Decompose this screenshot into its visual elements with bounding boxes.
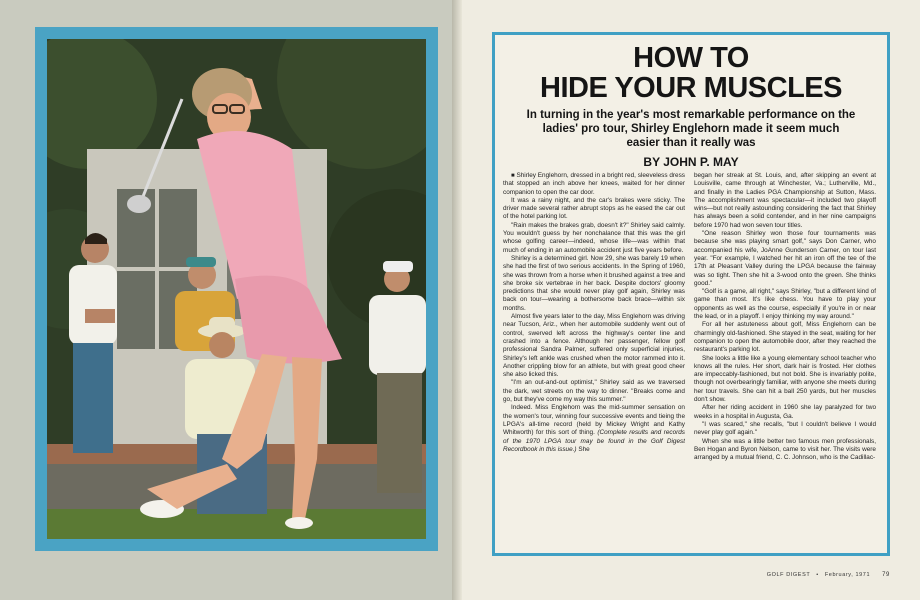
page-folio <box>767 572 890 578</box>
paragraph: "One reason Shirley won those four tournaments was because she was playing smart golf," says Don Carner, who accompanied his wife, JoAnne Gunderson Carner, on tour last year. "For example, I watched her hit an iron off the tee of the 17th at Pleasant Valley during the LPGA because the fairway was so tight. Then she hit a 3-wood onto the green. She thinks good." <box>694 230 876 287</box>
page-number: 79 <box>882 572 890 578</box>
paragraph: She looks a little like a young elementary school teacher who knows all the rules. Her short, dark hair is frosted. Her clothes are impeccably-fashioned, but not bold. She is invariably polite, though not overbearingly familiar, with anyone she meets during her tour travels. She can hit a ball 250 yards, but her muscles don't show. <box>694 354 876 404</box>
paragraph: Shirley is a determined girl. Now 29, she was barely 19 when she had the first of two serious accidents. In the Spring of 1960, she was thrown from a horse when it brushed against a tree and she broke six vertebrae in her back. Despite doctors' gloomy predictions that she would never play golf again, Shirley was back on tour—wearing a bothersome back brace—within six months. <box>503 254 685 312</box>
paragraph: "I was scared," she recalls, "but I couldn't believe I would never play golf again." <box>694 420 876 437</box>
italic-note: (Complete results and records of the 1970 LPGA tour may be found in the Golf Digest Recordbook in this issue.) <box>503 429 685 453</box>
article-frame <box>492 32 890 556</box>
paragraph: Indeed. Miss Englehorn was the mid-summer sensation on the women's tour, winning four successive events and tieing the LPGA's all-time record (held by Mickey Wright and Kathy Whitworth) for this sort of thing. (Complete results and records of the 1970 LPGA tour may be found in the Golf Digest Recordbook in this issue.) She <box>503 404 685 453</box>
golfer-illustration <box>47 39 426 539</box>
right-page <box>462 0 920 600</box>
column-2 <box>694 172 876 548</box>
paragraph: Almost five years later to the day, Miss Englehorn was driving near Tucson, Ariz., when her automobile suddenly went out of control, swerved left across the highway's center line and crashed into a fence. Although her passenger, fellow golf professional Sandra Palmer, suffered only superficial injuries, Shirley's left ankle was crushed when the motor rammed into it. Another crippling blow for an athlete, but with great good cheer she also licked this. <box>503 313 685 379</box>
photo-frame <box>35 27 438 551</box>
spectator-left <box>69 233 117 453</box>
paragraph: When she was a little better two famous men professionals, Ben Hogan and Byron Nelson, came to visit her. The visits were arranged by a mutual friend, C. C. Johnson, who is the Cadillac- <box>694 437 876 462</box>
paragraph: "I'm an out-and-out optimist," Shirley said as we traversed the dark, wet streets on the way to dinner. "Breaks come and go, but they've come my way this summer." <box>503 379 685 404</box>
golfer-photo <box>47 39 426 539</box>
paragraph: "Golf is a game, all right," says Shirley, "but a different kind of game than most. It's like chess. You have to play your opponents as well as the course, especially if you're in or near the lead, or in a playoff. I enjoy thinking my way around." <box>694 288 876 321</box>
magazine-name: GOLF DIGEST <box>766 572 811 578</box>
article-body <box>503 172 877 548</box>
byline: BY JOHN P. MAY <box>643 155 739 169</box>
column-1 <box>503 172 685 548</box>
paragraph: After her riding accident in 1960 she lay paralyzed for two weeks in a hospital in Augusta, Ga. <box>694 404 876 420</box>
issue-date: February, 1971 <box>824 572 871 578</box>
paragraph: began her streak at St. Louis, and, after skipping an event at Louisville, came through at Winchester, Va.; Lutherville, Md., and finally in the Ladies PGA Championship at Sutton, Mass. The accomplishment was spectacular—it included two playoff wins—but not really astounding considering the fact that Shirley has always been a solid contender, and in her nine campaigns before 1970 had won seven tour titles. <box>694 172 876 229</box>
paragraph: It was a rainy night, and the car's brakes were sticky. The driver made several rather abrupt stops as he eased the car out of the hotel parking lot. <box>503 196 685 221</box>
headline <box>495 43 887 103</box>
article-deck: In turning in the year's most remarkable performance on the ladies' pro tour, Shirley Englehorn made it seem much easier than it really was <box>526 109 856 149</box>
page-gutter <box>452 0 462 600</box>
left-page <box>0 0 452 600</box>
bullet-mark: ■ <box>511 173 515 179</box>
headline-line-2: HIDE YOUR MUSCLES <box>540 72 842 104</box>
paragraph: For all her astuteness about golf, Miss Englehorn can be charmingly old-fashioned. She stayed in the seat, waiting for her companion to open the automobile door, after they reached the restaurant's parking lot. <box>694 321 876 354</box>
folio-separator: • <box>816 572 819 578</box>
paragraph: "Rain makes the brakes grab, doesn't it?" Shirley said calmly. You wouldn't guess by her nonchalance that this was the girl whose golfing career—indeed, whose life—was within that much of ending in an automobile accident just five years before. <box>503 221 685 254</box>
headline-line-1: HOW TO <box>633 42 749 74</box>
spectator-right <box>369 261 426 493</box>
paragraph: ■ Shirley Englehorn, dressed in a bright red, sleeveless dress that stopped an inch above her knees, waited for her dinner companion to open the car door. <box>503 172 685 196</box>
